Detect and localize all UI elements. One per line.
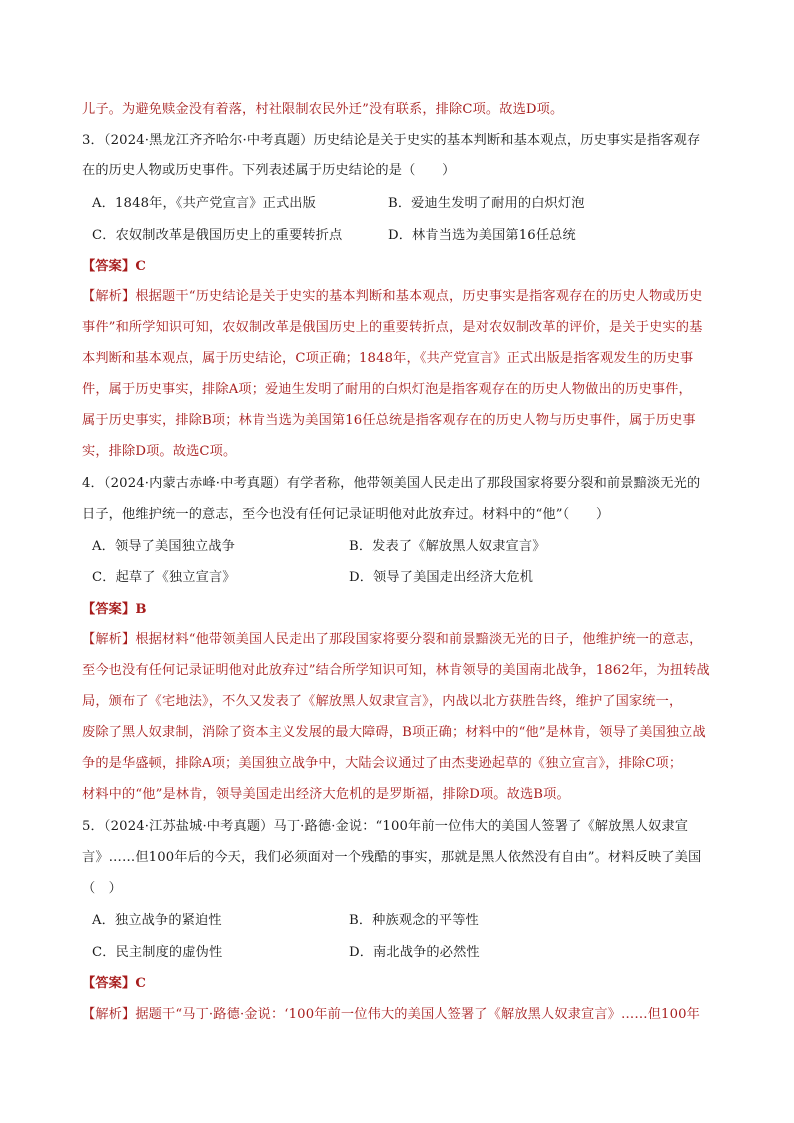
q3-analysis-line-3: 本判断和基本观点，属于历史结论，C项正确；1848年，《共产党宣言》正式出版是指客观发生的历史事 — [82, 351, 694, 366]
q3-option-c: C．农奴制改革是俄国历史上的重要转折点 — [92, 228, 343, 243]
q3-analysis-line-6: 实，排除D项。故选C项。 — [82, 444, 237, 459]
q3-analysis-line-5: 属于历史事实，排除B项；林肯当选为美国第16任总统是指客观存在的历史人物与历史事件，属于历史事 — [82, 413, 696, 428]
q5-stem-line-2: 言》……但100年后的今天，我们必须面对一个残酷的事实，那就是黑人依然没有自由”。材料反映了美国 — [82, 850, 702, 865]
q4-option-d: D．领导了美国走出经济大危机 — [349, 570, 534, 585]
q5-option-a: A．独立战争的紧迫性 — [92, 913, 222, 928]
q4-analysis-line-1: 【解析】根据材料“他带领美国人民走出了那段国家将要分裂和前景黯淡无光的日子，他维护统一的意志， — [82, 632, 703, 647]
q4-analysis-line-3: 局，颁布了《宅地法》，不久又发表了《解放黑人奴隶宣言》，内战以北方获胜告终，维护了国家统一， — [82, 694, 683, 709]
q5-analysis-line-1: 【解析】据题干“马丁·路德·金说：‘100年前一位伟大的美国人签署了《解放黑人奴隶宣言》……但100年 — [82, 1007, 700, 1022]
q3-analysis-line-1: 【解析】根据题干“历史结论是关于史实的基本判断和基本观点，历史事实是指客观存在的历史人物或历史 — [82, 289, 703, 304]
q5-answer: 【答案】C — [82, 976, 146, 991]
q4-option-b: B．发表了《解放黑人奴隶宣言》 — [349, 539, 546, 554]
q4-answer: 【答案】B — [82, 602, 147, 617]
q3-analysis-line-4: 件，属于历史事实，排除A项；爱迪生发明了耐用的白炽灯泡是指客观存在的历史人物做出的历史事件， — [82, 382, 692, 397]
q5-option-d: D．南北战争的必然性 — [349, 945, 480, 960]
q3-analysis-line-2: 事件”和所学知识可知，农奴制改革是俄国历史上的重要转折点，是对农奴制改革的评价，是关于史实的基 — [82, 320, 703, 335]
q5-stem-line-1: 5．（2024·江苏盐城·中考真题）马丁·路德·金说：“100年前一位伟大的美国人签署了《解放黑人奴隶宣 — [82, 819, 689, 834]
prev-analysis-continuation: 儿子。为避免赎金没有着落，村社限制农民外迁”没有联系，排除C项。故选D项。 — [82, 102, 564, 117]
q4-stem-line-2: 日子，他维护统一的意志，至今也没有任何记录证明他对此放弃过。材料中的“他”（ ） — [82, 507, 610, 522]
q4-option-a: A．领导了美国独立战争 — [92, 539, 236, 554]
q3-stem-line-2: 在的历史人物或历史事件。下列表述属于历史结论的是（ ） — [82, 163, 456, 178]
q3-answer: 【答案】C — [82, 259, 146, 274]
q5-option-b: B．种族观念的平等性 — [349, 913, 479, 928]
q3-option-b: B．爱迪生发明了耐用的白炽灯泡 — [388, 196, 585, 211]
q4-analysis-line-4: 废除了黑人奴隶制，消除了资本主义发展的最大障碍，B项正确；材料中的“他”是林肯，领导了美国独立战 — [82, 725, 706, 740]
q3-stem-line-1: 3．（2024·黑龙江齐齐哈尔·中考真题）历史结论是关于史实的基本判断和基本观点，历史事实是指客观存 — [82, 133, 701, 148]
q4-stem-line-1: 4．（2024·内蒙古赤峰·中考真题）有学者称，他带领美国人民走出了那段国家将要分裂和前景黯淡无光的 — [82, 476, 701, 491]
q4-analysis-line-5: 争的是华盛顿，排除A项；美国独立战争中，大陆会议通过了由杰斐逊起草的《独立宣言》，排除C项； — [82, 756, 683, 771]
q5-stem-line-3: （ ） — [82, 881, 123, 896]
q5-option-c: C．民主制度的虚伪性 — [92, 945, 223, 960]
q4-analysis-line-2: 至今也没有任何记录证明他对此放弃过”结合所学知识可知，林肯领导的美国南北战争，1862年，为扭转战 — [82, 663, 710, 678]
q4-option-c: C．起草了《独立宣言》 — [92, 570, 236, 585]
q3-option-d: D．林肯当选为美国第16任总统 — [388, 228, 576, 243]
q4-analysis-line-6: 材料中的“他”是林肯，领导美国走出经济大危机的是罗斯福，排除D项。故选B项。 — [82, 787, 570, 802]
q3-option-a: A．1848年，《共产党宣言》正式出版 — [92, 196, 316, 211]
